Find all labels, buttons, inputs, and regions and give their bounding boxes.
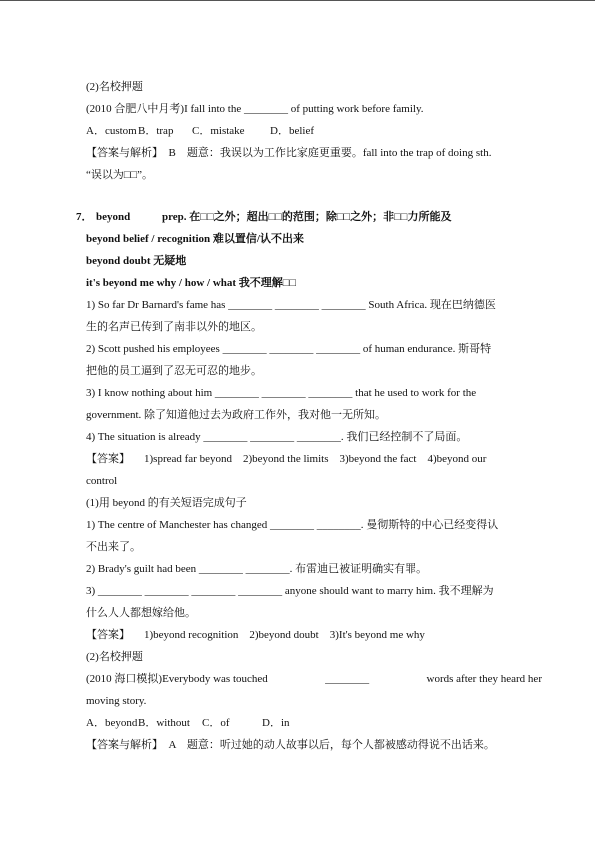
answer-explanation-cont: “误以为□□”。 bbox=[86, 169, 154, 181]
option-a: A．custom bbox=[86, 125, 137, 137]
options-row bbox=[86, 120, 542, 142]
section-subheading: (2)名校押题 bbox=[86, 81, 143, 93]
section-subheading: (1)用 beyond 的有关短语完成句子 bbox=[86, 497, 247, 509]
option-d: D．belief bbox=[270, 125, 314, 137]
exercise-sentence-cont: 什么人人都想嫁给他。 bbox=[86, 607, 196, 619]
exercise-sentence: 4) The situation is already ________ ________ ________. 我们已经控制不了局面。 bbox=[86, 431, 468, 443]
question-blank: ________ bbox=[325, 673, 370, 685]
exercise-sentence: 3) ________ ________ ________ ________ anyone should want to marry him. 我不理解为 bbox=[86, 585, 494, 597]
option-d: D．in bbox=[262, 717, 290, 729]
phrase-line: beyond doubt 无疑地 bbox=[86, 255, 187, 267]
entry-number: 7． bbox=[76, 211, 93, 223]
answer-text: 1)beyond recognition 2)beyond doubt 3)It's beyond me why bbox=[144, 629, 425, 641]
answer-line bbox=[86, 624, 542, 646]
question-text: (2010 合肥八中月考)I fall into the ________ of putting work before family. bbox=[86, 103, 424, 115]
exercise-sentence: 2) Scott pushed his employees ________ ________ ________ of human endurance. 斯哥特 bbox=[86, 343, 492, 355]
question-text-cont: moving story. bbox=[86, 695, 147, 707]
option-b: B．without bbox=[138, 717, 190, 729]
answer-text: 1)spread far beyond 2)beyond the limits 3)beyond the fact 4)beyond our bbox=[144, 453, 487, 465]
phrase-line: beyond belief / recognition 难以置信/认不出来 bbox=[86, 233, 304, 245]
answer-explanation: 【答案与解析】 B 题意：我误以为工作比家庭更重要。fall into the trap of doing sth. bbox=[86, 147, 492, 159]
entry-heading bbox=[76, 206, 542, 228]
question-text bbox=[86, 668, 542, 690]
exercise-sentence: 1) So far Dr Barnard's fame has ________ ________ ________ South Africa. 现在巴纳德医 bbox=[86, 299, 496, 311]
answer-label: 【答案】 bbox=[86, 453, 130, 465]
exercise-sentence-cont: 不出来了。 bbox=[86, 541, 141, 553]
option-c: C．of bbox=[202, 717, 230, 729]
answer-label: 【答案】 bbox=[86, 629, 130, 641]
option-c: C．mistake bbox=[192, 125, 245, 137]
exercise-sentence: 1) The centre of Manchester has changed ________ ________. 曼彻斯特的中心已经变得认 bbox=[86, 519, 499, 531]
answer-text-cont: control bbox=[86, 475, 118, 487]
phrase-line: it's beyond me why / how / what 我不理解□□ bbox=[86, 277, 297, 289]
answer-explanation: 【答案与解析】 A 题意：听过她的动人故事以后，每个人都被感动得说不出话来。 bbox=[86, 739, 495, 751]
exercise-sentence-cont: 生的名声已传到了南非以外的地区。 bbox=[86, 321, 262, 333]
answer-line bbox=[86, 448, 542, 470]
exercise-sentence: 2) Brady's guilt had been ________ ________. 布雷迪已被证明确实有罪。 bbox=[86, 563, 428, 575]
exercise-sentence-cont: government. 除了知道他过去为政府工作外，我对他一无所知。 bbox=[86, 409, 387, 421]
option-a: A．beyond bbox=[86, 717, 138, 729]
question-part: (2010 海口模拟)Everybody was touched bbox=[86, 673, 268, 685]
section-subheading: (2)名校押题 bbox=[86, 651, 143, 663]
exercise-sentence-cont: 把他的员工逼到了忍无可忍的地步。 bbox=[86, 365, 262, 377]
exercise-sentence: 3) I know nothing about him ________ ________ ________ that he used to work for the bbox=[86, 387, 477, 399]
document-page bbox=[76, 76, 542, 756]
entry-definition: prep. 在□□之外；超出□□的范围；除□□之外；非□□力所能及 bbox=[162, 211, 452, 223]
question-part: words after they heard her bbox=[426, 673, 542, 685]
entry-word: beyond bbox=[96, 211, 131, 223]
options-row bbox=[86, 712, 542, 734]
option-b: B．trap bbox=[138, 125, 174, 137]
header-rule bbox=[0, 0, 595, 1]
